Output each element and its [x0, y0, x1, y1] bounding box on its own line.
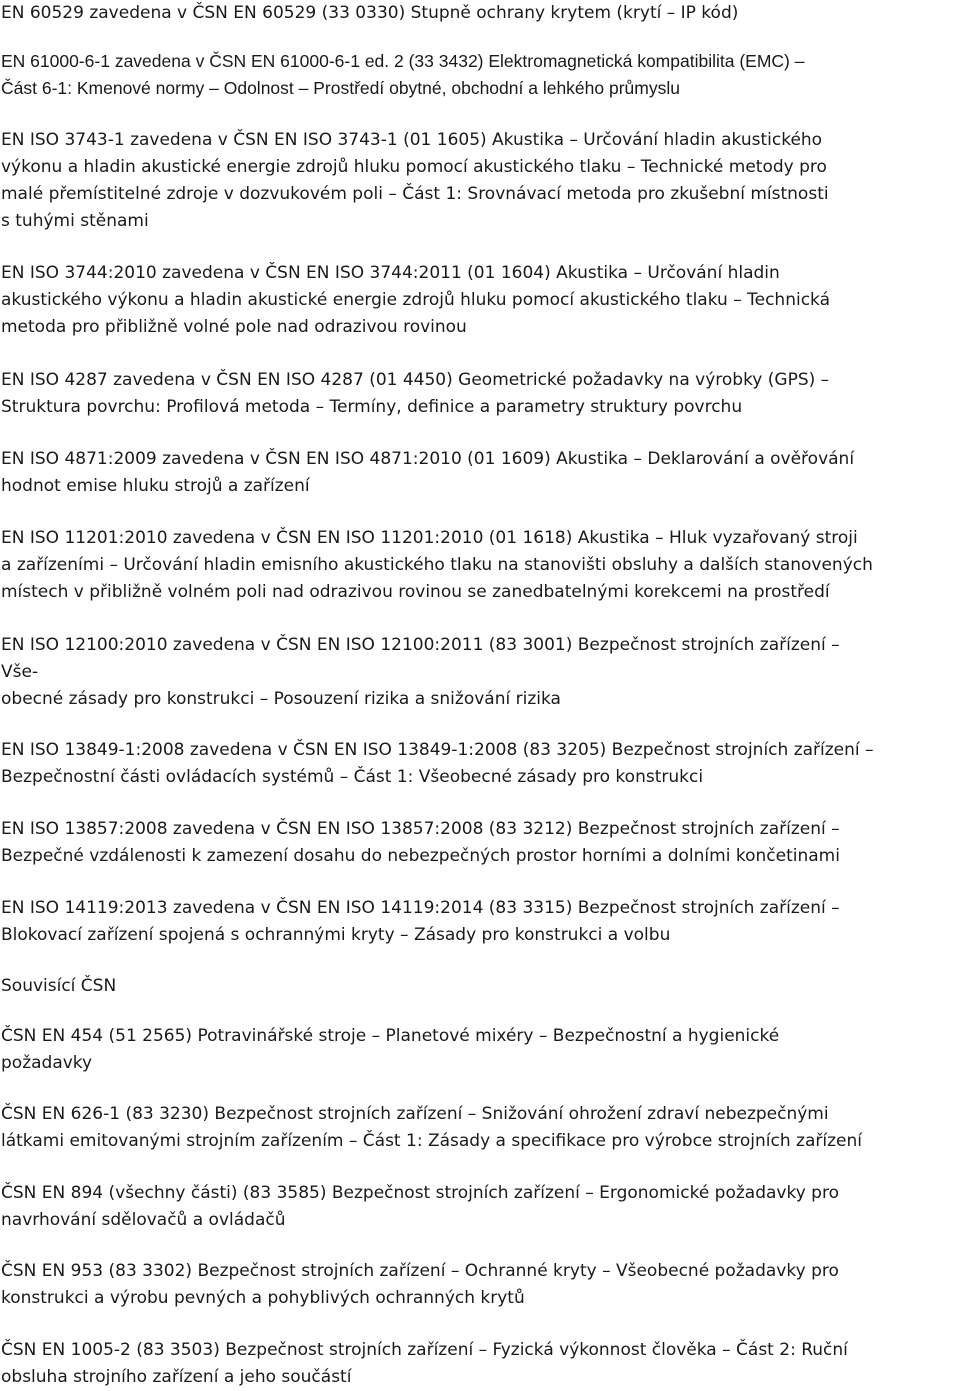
text-line: obsluha strojního zařízení a jeho součástí — [1, 1367, 352, 1387]
text-line: EN 60529 zavedena v ČSN EN 60529 (33 0330) Stupně ochrany krytem (krytí – IP kód) — [1, 3, 739, 23]
text-line: navrhování sdělovačů a ovládačů — [1, 1210, 286, 1230]
text-line: Struktura povrchu: Profilová metoda – Termíny, definice a parametry struktury povrchu — [1, 397, 743, 417]
standard-entry-en-iso-14119 — [1, 895, 959, 949]
text-line: EN ISO 11201:2010 zavedena v ČSN EN ISO 11201:2010 (01 1618) Akustika – Hluk vyzařovaný stroji — [1, 528, 858, 548]
section-heading-related-csn — [1, 973, 959, 1000]
standard-entry-en-iso-13857 — [1, 816, 959, 870]
text-line: Bezpečné vzdálenosti k zamezení dosahu do nebezpečných prostor horními a dolními končetinami — [1, 846, 840, 866]
text-line: látkami emitovanými strojním zařízením – Část 1: Zásady a specifikace pro výrobce strojních zařízení — [1, 1131, 862, 1151]
text-line: malé přemístitelné zdroje v dozvukovém poli – Část 1: Srovnávací metoda pro zkušební místnosti — [1, 184, 829, 204]
text-line: Vše- — [1, 662, 39, 682]
text-line: ČSN EN 454 (51 2565) Potravinářské stroje – Planetové mixéry – Bezpečnostní a hygienické — [1, 1026, 780, 1046]
standard-entry-csn-en-454 — [1, 1023, 959, 1077]
standard-entry-en-61000-6-1 — [1, 48, 959, 102]
text-line: metoda pro přibližně volné pole nad odrazivou rovinou — [1, 317, 467, 337]
text-line: hodnot emise hluku strojů a zařízení — [1, 476, 310, 496]
text-line: konstrukci a výrobu pevných a pohyblivých ochranných krytů — [1, 1288, 525, 1308]
text-line: EN ISO 4871:2009 zavedena v ČSN EN ISO 4871:2010 (01 1609) Akustika – Deklarování a ověřování — [1, 449, 855, 469]
text-line: EN ISO 4287 zavedena v ČSN EN ISO 4287 (01 4450) Geometrické požadavky na výrobky (GPS) – — [1, 370, 830, 390]
text-line: EN ISO 14119:2013 zavedena v ČSN EN ISO 14119:2014 (83 3315) Bezpečnost strojních zařízení – — [1, 898, 840, 918]
text-line: Část 6-1: Kmenové normy – Odolnost – Prostředí obytné, obchodní a lehkého průmyslu — [1, 78, 680, 98]
standard-entry-en-iso-12100 — [1, 632, 959, 713]
text-line: ČSN EN 894 (všechny části) (83 3585) Bezpečnost strojních zařízení – Ergonomické požadavky pro — [1, 1183, 839, 1203]
standard-entry-en-iso-13849-1 — [1, 737, 959, 791]
text-line: obecné zásady pro konstrukci – Posouzení rizika a snižování rizika — [1, 689, 561, 709]
standard-entry-en-iso-3743-1 — [1, 127, 959, 235]
text-line: akustického výkonu a hladin akustické energie zdrojů hluku pomocí akustického tlaku – Technická — [1, 290, 830, 310]
text-line: EN 61000-6-1 zavedena v ČSN EN 61000-6-1 ed. 2 (33 3432) Elektromagnetická kompatibilita (EMC) – — [1, 51, 805, 71]
text-line: ČSN EN 1005-2 (83 3503) Bezpečnost strojních zařízení – Fyzická výkonnost člověka – Část 2: Ruční — [1, 1340, 848, 1360]
standard-entry-csn-en-953 — [1, 1258, 959, 1312]
standard-entry-en-iso-4287 — [1, 367, 959, 421]
text-line: EN ISO 3744:2010 zavedena v ČSN EN ISO 3744:2011 (01 1604) Akustika – Určování hladin — [1, 263, 780, 283]
text-line: ČSN EN 953 (83 3302) Bezpečnost strojních zařízení – Ochranné kryty – Všeobecné požadavky pro — [1, 1261, 839, 1281]
text-line: požadavky — [1, 1053, 93, 1073]
text-line: EN ISO 12100:2010 zavedena v ČSN EN ISO 12100:2011 (83 3001) Bezpečnost strojních zařízení – — [1, 635, 840, 655]
text-line: místech v přibližně volném poli nad odrazivou rovinou se zanedbatelnými korekcemi na prostředí — [1, 582, 830, 602]
standard-entry-csn-en-1005-2 — [1, 1337, 959, 1391]
standard-entry-csn-en-894 — [1, 1180, 959, 1234]
standard-entry-en-iso-3744 — [1, 260, 959, 341]
standard-entry-csn-en-626-1 — [1, 1101, 959, 1155]
heading-text: Souvisící ČSN — [1, 976, 117, 996]
text-line: EN ISO 3743-1 zavedena v ČSN EN ISO 3743-1 (01 1605) Akustika – Určování hladin akustického — [1, 130, 823, 150]
text-line: a zařízeními – Určování hladin emisního akustického tlaku na stanovišti obsluhy a dalších stanovených — [1, 555, 873, 575]
text-line: Bezpečnostní části ovládacích systémů – Část 1: Všeobecné zásady pro konstrukci — [1, 767, 704, 787]
text-line: EN ISO 13849-1:2008 zavedena v ČSN EN ISO 13849-1:2008 (83 3205) Bezpečnost strojních zařízení – — [1, 740, 874, 760]
text-line: EN ISO 13857:2008 zavedena v ČSN EN ISO 13857:2008 (83 3212) Bezpečnost strojních zařízení – — [1, 819, 840, 839]
standard-entry-en-iso-11201 — [1, 525, 959, 606]
text-line: výkonu a hladin akustické energie zdrojů hluku pomocí akustického tlaku – Technické metody pro — [1, 157, 827, 177]
standard-entry-en-iso-4871 — [1, 446, 959, 500]
text-line: Blokovací zařízení spojená s ochrannými kryty – Zásady pro konstrukci a volbu — [1, 925, 671, 945]
text-line: ČSN EN 626-1 (83 3230) Bezpečnost strojních zařízení – Snižování ohrožení zdraví nebezpečnými — [1, 1104, 829, 1124]
standard-entry-en-60529 — [1, 0, 959, 27]
text-line: s tuhými stěnami — [1, 211, 149, 231]
